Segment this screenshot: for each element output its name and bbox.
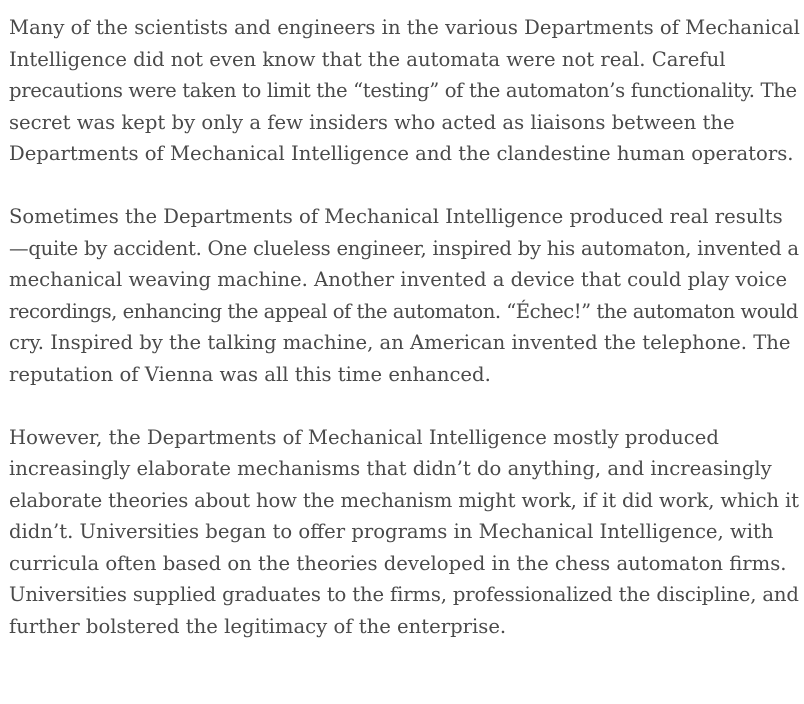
paragraph-2 bbox=[9, 201, 799, 390]
text-line: elaborate theories about how the mechanism might work, if it did work, which it bbox=[9, 488, 799, 512]
text-line: further bolstered the legitimacy of the enterprise. bbox=[9, 614, 507, 638]
text-line: increasingly elaborate mechanisms that didn’t do anything, and increasingly bbox=[9, 457, 772, 480]
text-line: secret was kept by only a few insiders who acted as liaisons between the bbox=[9, 110, 735, 134]
text-line: Sometimes the Departments of Mechanical Intelligence produced real results bbox=[9, 205, 783, 228]
text-line: Many of the scientists and engineers in the various Departments of Mechanical bbox=[9, 16, 800, 39]
text-line: mechanical weaving machine. Another invented a device that could play voice bbox=[9, 268, 788, 291]
text-line: curricula often based on the theories developed in the chess automaton firms. bbox=[9, 551, 787, 575]
text-line: precautions were taken to limit the “testing” of the automaton’s functionality. The bbox=[9, 79, 797, 102]
text-line: reputation of Vienna was all this time enhanced. bbox=[9, 362, 491, 386]
text-line: cry. Inspired by the talking machine, an American invented the telephone. The bbox=[9, 331, 791, 354]
text-line: didn’t. Universities began to offer programs in Mechanical Intelligence, with bbox=[9, 520, 774, 543]
text-line: Departments of Mechanical Intelligence and the clandestine human operators. bbox=[9, 142, 794, 165]
text-line: recordings, enhancing the appeal of the automaton. “Échec!” the automaton would bbox=[9, 299, 798, 323]
text-line: Universities supplied graduates to the firms, professionalized the discipline, and bbox=[9, 583, 799, 606]
text-line: However, the Departments of Mechanical Intelligence mostly produced bbox=[9, 425, 719, 449]
paragraph-3 bbox=[9, 422, 799, 643]
text-line: Intelligence did not even know that the automata were not real. Careful bbox=[9, 47, 726, 71]
article-body bbox=[9, 12, 799, 642]
paragraph-1 bbox=[9, 12, 799, 170]
text-line: —quite by accident. One clueless engineer, inspired by his automaton, invented a bbox=[9, 236, 799, 260]
